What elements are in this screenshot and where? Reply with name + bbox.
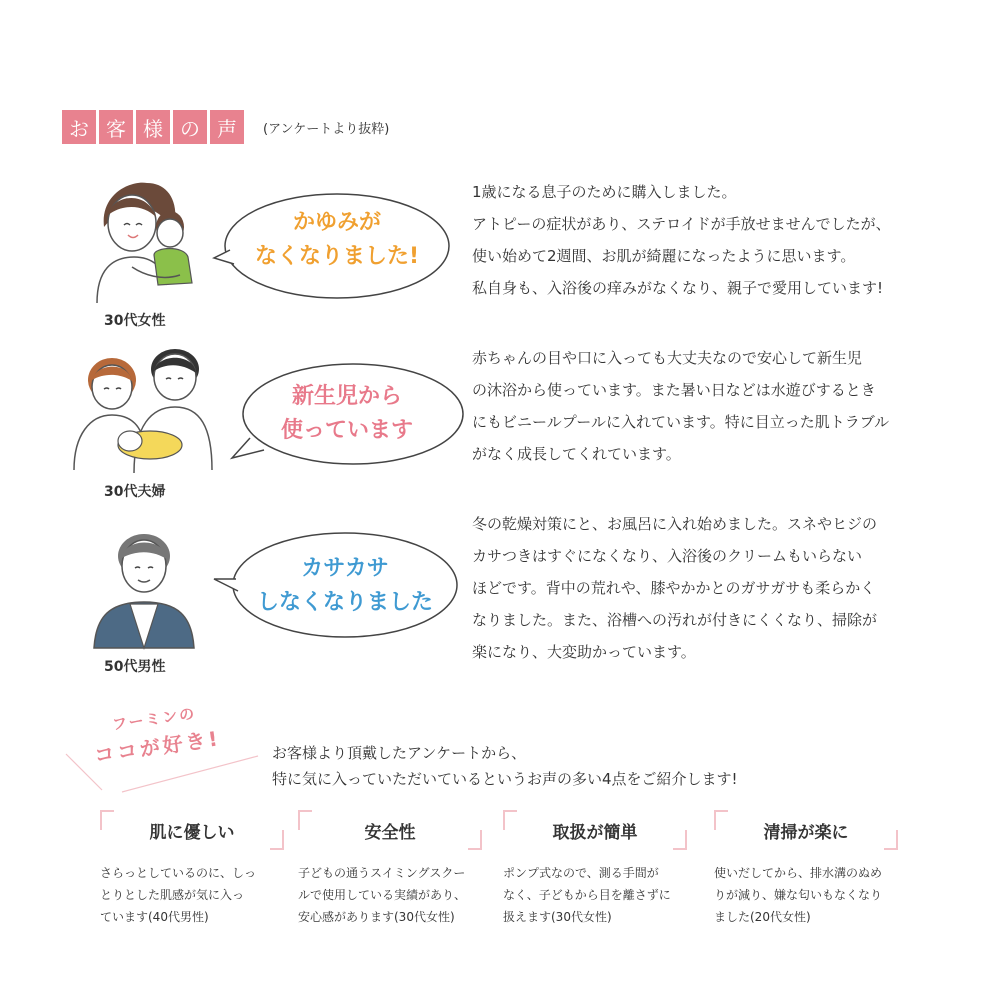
- point-title: 取扱が簡単: [552, 822, 638, 843]
- desc-line: りが減り、嫌な匂いもなくなり: [714, 888, 883, 902]
- bracket-open: [503, 810, 517, 830]
- desc-line: さらっとしているのに、しっ: [100, 866, 257, 880]
- voice-line: カサつきはすぐになくなり、入浴後のクリームもいらない: [472, 547, 863, 565]
- desc-line: ました(20代女性): [714, 910, 811, 924]
- voice-line: 赤ちゃんの目や口に入っても大丈夫なので安心して新生児: [472, 349, 863, 367]
- bracket-open: [714, 810, 728, 830]
- bubble-headline: [222, 380, 472, 460]
- voice-line: にもビニールプールに入れています。特に目立った肌トラブル: [472, 413, 890, 431]
- title-char: お: [62, 110, 96, 144]
- voice-text: [472, 342, 942, 470]
- intro-line: 特に気に入っていただいているというお声の多い4点をご紹介します!: [272, 770, 738, 788]
- headline-line: 新生児から: [291, 384, 402, 409]
- headline-line: しなくなりました: [256, 590, 433, 615]
- headline-line: 使っています: [280, 418, 413, 443]
- couple-baby-illustration: [72, 345, 217, 480]
- bubble-headline: [220, 552, 470, 632]
- title-char: の: [173, 110, 207, 144]
- point-card: [495, 810, 695, 928]
- desc-line: 扱えます(30代女性): [503, 910, 612, 924]
- voice-line: なりました。また、浴槽への汚れが付きにくくなり、掃除が: [472, 611, 878, 629]
- voice-line: 1歳になる息子のために購入しました。: [472, 183, 737, 201]
- title-char: 様: [136, 110, 170, 144]
- desc-line: ポンプ式なので、測る手間が: [503, 866, 659, 880]
- love-title-line2: ココが好き!: [92, 726, 222, 768]
- bubble-headline: [212, 206, 462, 286]
- voice-text: [472, 508, 942, 668]
- desc-line: 安心感があります(30代女性): [298, 910, 455, 924]
- love-title-line1: フーミンの: [111, 704, 198, 734]
- desc-line: 子どもの通うスイミングスクー: [298, 866, 466, 880]
- bracket-close: [468, 830, 482, 850]
- voice-line: 楽になり、大変助かっています。: [472, 643, 696, 661]
- title-char: 声: [210, 110, 244, 144]
- desc-line: 使いだしてから、排水溝のぬめ: [714, 866, 883, 880]
- point-desc: [495, 862, 695, 928]
- voice-line: がなく成長してくれています。: [472, 445, 681, 463]
- desc-line: なく、子どもから目を離さずに: [503, 888, 671, 902]
- point-card: [706, 810, 906, 928]
- bracket-open: [100, 810, 114, 830]
- voice-line: 冬の乾燥対策にと、お風呂に入れ始めました。スネやヒジの: [472, 515, 878, 533]
- bracket-close: [884, 830, 898, 850]
- section-header: [62, 110, 389, 144]
- point-desc: [92, 862, 292, 928]
- headline-line: かゆみが: [292, 210, 381, 235]
- section-subtitle: (アンケートより抜粋): [263, 121, 390, 137]
- voice-line: の沐浴から使っています。また暑い日などは水遊びするとき: [472, 381, 876, 399]
- intro-line: お客様より頂戴したアンケートから、: [272, 744, 527, 762]
- voice-line: アトピーの症状があり、ステロイドが手放せませんでしたが、: [472, 215, 891, 233]
- desc-line: ています(40代男性): [100, 910, 209, 924]
- title-char: 客: [99, 110, 133, 144]
- point-desc: [706, 862, 906, 928]
- desc-line: とりとした肌感が気に入っ: [100, 888, 245, 902]
- point-title: 肌に優しい: [149, 822, 235, 843]
- bracket-close: [270, 830, 284, 850]
- person-label: 30代女性: [104, 313, 166, 329]
- point-desc: [290, 862, 490, 928]
- point-title: 安全性: [364, 822, 416, 843]
- voice-line: 私自身も、入浴後の痒みがなくなり、親子で愛用しています!: [472, 279, 884, 297]
- voice-line: ほどです。背中の荒れや、膝やかかとのガサガサも柔らかく: [472, 579, 876, 597]
- voice-text: [472, 176, 942, 304]
- voice-line: 使い始めて2週間、お肌が綺麗になったように思います。: [472, 247, 856, 265]
- senior-man-illustration: [92, 528, 197, 653]
- headline-line: なくなりました!: [254, 244, 420, 269]
- love-intro: [272, 740, 738, 792]
- person-label: 50代男性: [104, 659, 166, 675]
- desc-line: ルで使用している実績があり、: [298, 888, 467, 902]
- point-title: 清掃が楽に: [763, 822, 849, 843]
- mother-child-illustration: [92, 175, 202, 310]
- point-card: [290, 810, 490, 928]
- person-label: 30代夫婦: [104, 484, 166, 500]
- point-card: [92, 810, 292, 928]
- bracket-close: [673, 830, 687, 850]
- headline-line: カサカサ: [301, 556, 389, 581]
- bracket-open: [298, 810, 312, 830]
